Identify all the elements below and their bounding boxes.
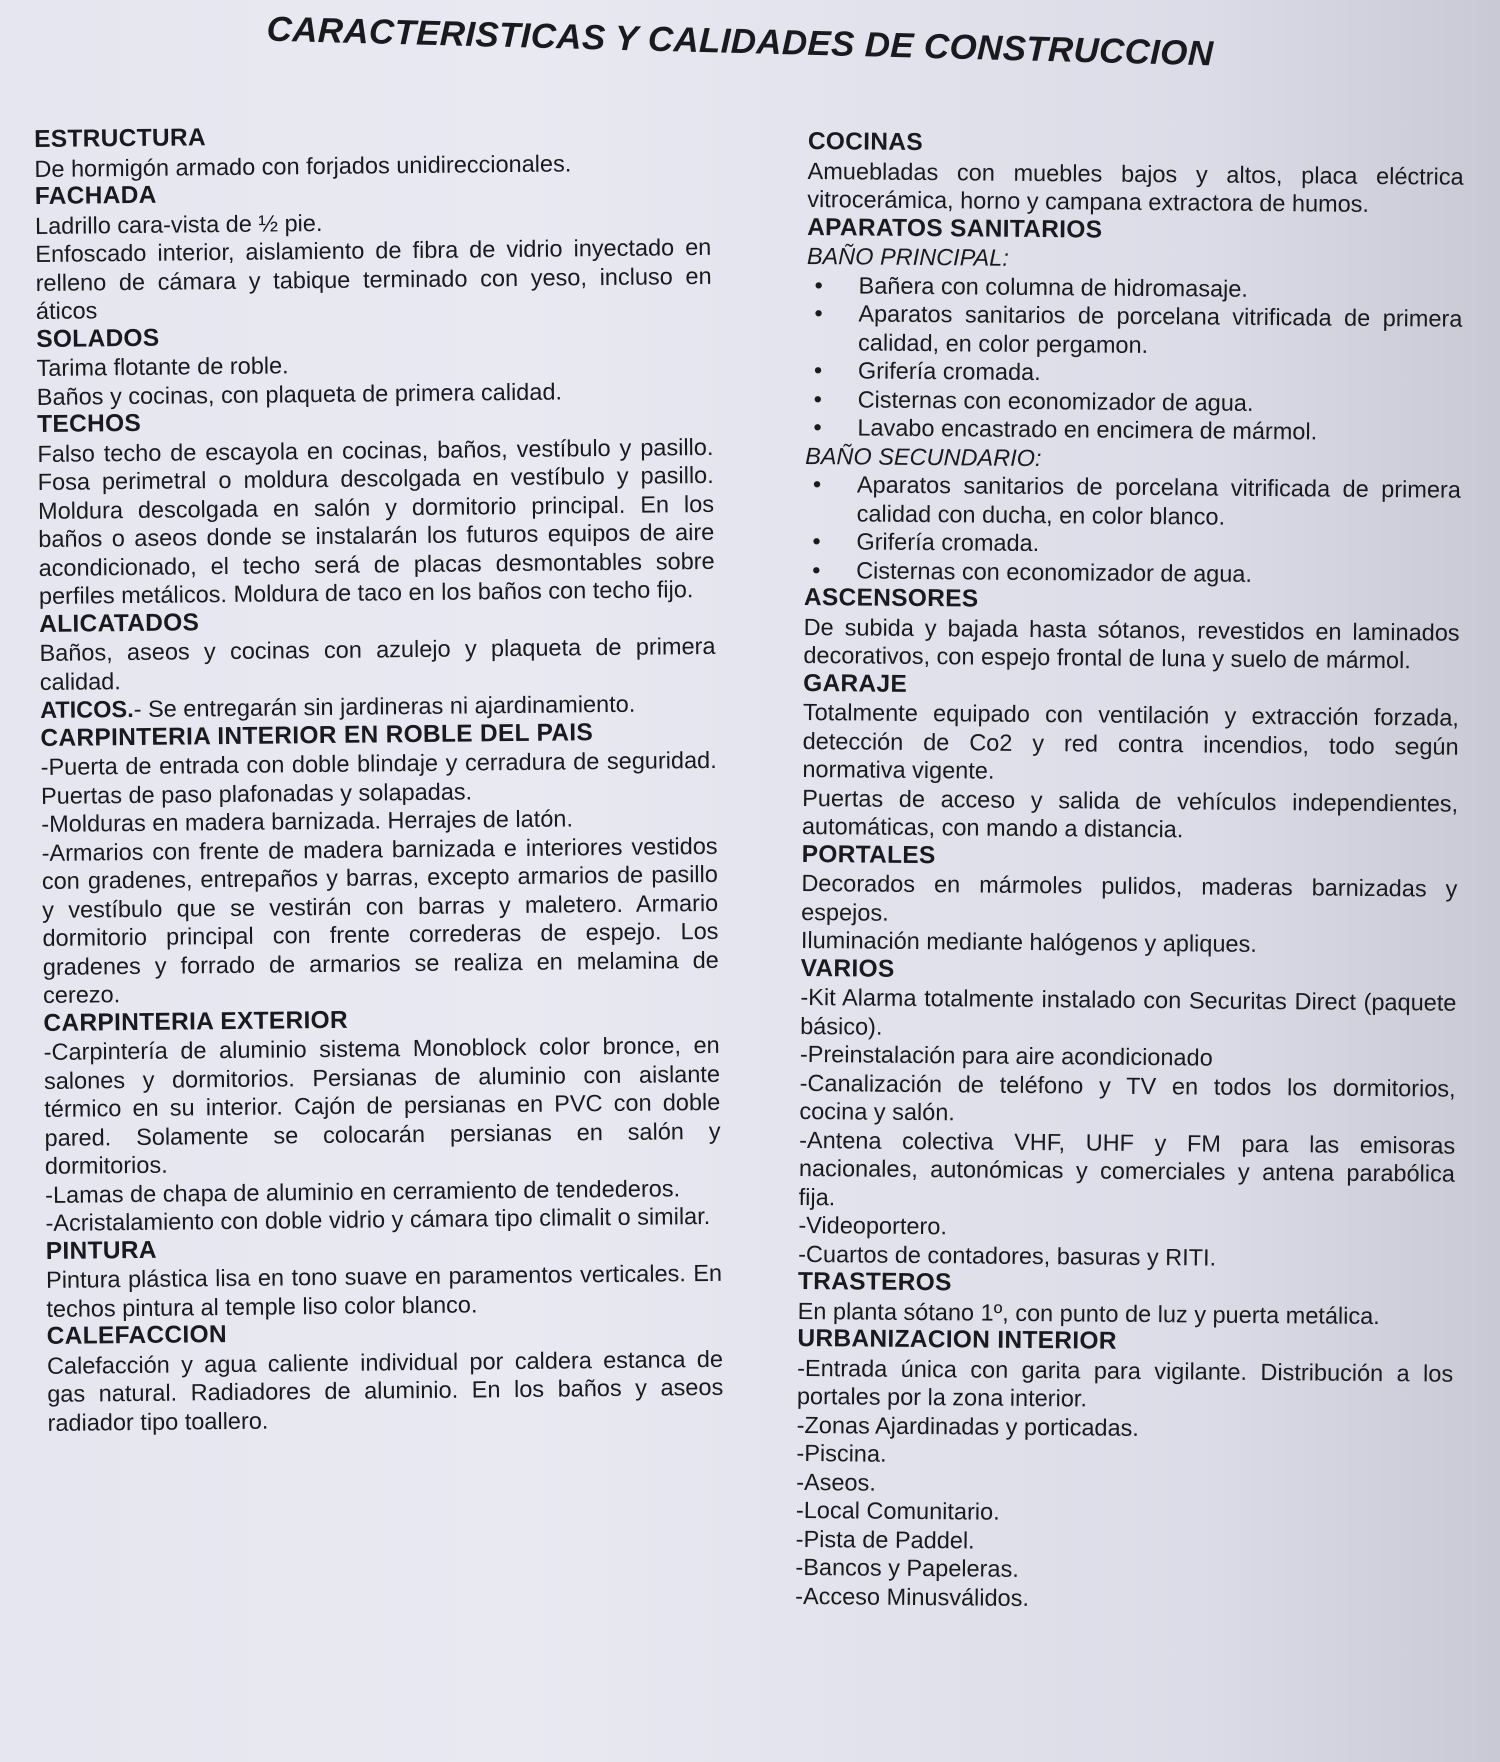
heading-carpinteria-exterior: CARPINTERIA EXTERIOR	[43, 1006, 349, 1037]
list-item: • Cisternas con economizador de agua.	[812, 556, 1253, 587]
text-pintura: Pintura plástica lisa en tono suave en paramentos verticales. En techos pintura al temple liso color blanco.	[45, 1259, 723, 1322]
right-column	[795, 128, 1464, 1616]
text-urbanizacion-4: -Aseos.	[796, 1468, 876, 1496]
text-varios-6: -Cuartos de contadores, basuras y RITI.	[798, 1240, 1217, 1271]
text-carpinteria-exterior-1: -Carpintería de aluminio sistema Monoblock color bronce, en salones y dormitorios. Persianas de aluminio con aislante térmico en su interior. Cajón de persianas en PVC con doble pared. Solamente se colocarán persianas en salón y dormitorios.	[43, 1031, 721, 1179]
heading-solados: SOLADOS	[36, 324, 160, 353]
text-carpinteria-exterior-2: -Lamas de chapa de aluminio en cerramiento de tendederos.	[45, 1174, 681, 1208]
section-urbanizacion-interior	[795, 1325, 1453, 1616]
text-varios-5: -Videoportero.	[798, 1211, 948, 1240]
section-garaje	[802, 669, 1459, 846]
section-pintura	[46, 1230, 723, 1323]
text-carpinteria-interior-3: -Armarios con frente de madera barnizada e interiores vestidos con gradenes, entrepaños y barras, excepto armarios de pasillo y vestíbulo que se vestirán con barras y maletero. Armario dormitorio principal con frente correderas de espejo. Los gradenes y forrado de armarios se realiza en melamina de cerezo.	[41, 832, 719, 1008]
text-estructura: De hormigón armado con forjados unidireccionales.	[34, 149, 572, 182]
heading-ascensores: ASCENSORES	[803, 583, 979, 613]
text-garaje-2: Puertas de acceso y salida de vehículos independientes, automáticas, con mando a distancia.	[801, 784, 1459, 843]
list-bano-secundario	[804, 470, 1461, 590]
section-calefaccion	[47, 1316, 724, 1437]
text-urbanizacion-3: -Piscina.	[796, 1439, 887, 1467]
bullet-icon: •	[812, 528, 821, 555]
text-urbanizacion-8: -Acceso Minusválidos.	[795, 1582, 1030, 1611]
text-alicatados: Baños, aseos y cocinas con azulejo y plaqueta de primera calidad.	[39, 632, 716, 695]
text-varios-4: -Antena colectiva VHF, UHF y FM para las emisoras nacionales, autonómicas y comerciales y antena parabólica fija.	[798, 1126, 1456, 1210]
text-urbanizacion-1: -Entrada única con garita para vigilante. Distribución a los portales por la zona interior.	[796, 1354, 1454, 1412]
text-garaje-1: Totalmente equipado con ventilación y extracción forzada, detección de Co2 y red contra incendios, todo según normativa vigente.	[802, 698, 1459, 784]
heading-calefaccion: CALEFACCION	[46, 1321, 228, 1350]
heading-urbanizacion-interior: URBANIZACION INTERIOR	[797, 1324, 1117, 1355]
text-solados-2: Baños y cocinas, con plaqueta de primera calidad.	[36, 377, 563, 410]
text-carpinteria-exterior-3: -Acristalamiento con doble vidrio y cámara tipo climalit o similar.	[45, 1202, 711, 1236]
text-solados-1: Tarima flotante de roble.	[36, 352, 289, 381]
section-cocinas	[807, 128, 1464, 219]
heading-alicatados: ALICATADOS	[39, 608, 200, 638]
text-varios-3: -Canalización de teléfono y TV en todos los dormitorios, cocina y salón.	[799, 1069, 1456, 1126]
list-item: • Cisternas con economizador de agua.	[813, 385, 1254, 416]
bullet-icon: •	[813, 357, 823, 384]
text-fachada-2: Enfoscado interior, aislamiento de fibra de vidrio inyectado en relleno de cámara y tabique terminado con yeso, incluso en áticos	[35, 233, 712, 324]
heading-pintura: PINTURA	[45, 1236, 157, 1265]
subheading-bano-secundario: BAÑO SECUNDARIO:	[805, 442, 1042, 471]
section-techos	[37, 404, 715, 611]
heading-cocinas: COCINAS	[807, 128, 924, 157]
list-item: • Aparatos sanitarios de porcelana vitrificada de primera calidad, en color pergamon.	[814, 300, 1463, 358]
bullet-icon: •	[814, 271, 823, 298]
heading-carpinteria-interior: CARPINTERIA INTERIOR EN ROBLE DEL PAIS	[40, 718, 594, 752]
text-ascensores: De subida y bajada hasta sótanos, revestidos en laminados decorativos, con espejo frontal de luna y suelo de mármol.	[803, 613, 1460, 674]
text-techos: Falso techo de escayola en cocinas, baños, vestíbulo y pasillo. Fosa perimetral o moldura descolgada en vestíbulo y pasillo. Moldura descolgada en salón y dormitorio principal. En los baños o aseos donde se instalarán los futuros equipos de aire acondicionado, el techo será de placas desmontables sobre perfiles metálicos. Moldura de taco en los baños con techo fijo.	[37, 433, 715, 609]
section-ascensores	[803, 584, 1460, 675]
section-aparatos-sanitarios	[804, 213, 1463, 589]
text-carpinteria-interior-2: -Molduras en madera barnizada. Herrajes de latón.	[41, 805, 574, 837]
section-fachada	[35, 176, 712, 326]
text-portales-2: Iluminación mediante halógenos y apliques.	[800, 926, 1257, 957]
text-fachada-1: Ladrillo cara-vista de ½ pie.	[34, 209, 323, 239]
list-item: • Lavabo encastrado en encimera de mármol.	[813, 414, 1318, 445]
heading-trasteros: TRASTEROS	[797, 1267, 952, 1297]
section-carpinteria-interior	[40, 717, 719, 1009]
heading-varios: VARIOS	[800, 954, 895, 983]
text-urbanizacion-5: -Local Comunitario.	[795, 1496, 1000, 1525]
heading-estructura: ESTRUCTURA	[34, 124, 207, 153]
text-urbanizacion-7: -Bancos y Papeleras.	[795, 1553, 1019, 1582]
heading-aparatos-sanitarios: APARATOS SANITARIOS	[807, 213, 1103, 244]
list-item: • Aparatos sanitarios de porcelana vitrificada de primera calidad con ducha, en color blanco.	[812, 471, 1461, 530]
bullet-icon: •	[813, 414, 822, 441]
bullet-icon: •	[812, 471, 822, 498]
page-title: CARACTERISTICAS Y CALIDADES DE CONSTRUCCION	[266, 9, 1214, 74]
section-portales	[801, 840, 1458, 960]
list-item: • Grifería cromada.	[813, 357, 1041, 386]
heading-garaje: GARAJE	[803, 669, 908, 698]
list-item: • Bañera con columna de hidromasaje.	[814, 271, 1249, 302]
heading-aticos: ATICOS.	[39, 695, 134, 723]
heading-techos: TECHOS	[36, 409, 142, 438]
section-estructura	[34, 119, 711, 183]
section-carpinteria-exterior	[43, 1002, 721, 1237]
text-urbanizacion-6: -Pista de Paddel.	[795, 1525, 975, 1554]
text-aticos: - Se entregarán sin jardineras ni ajardinamiento.	[133, 690, 636, 722]
section-alicatados	[39, 603, 716, 696]
heading-fachada: FACHADA	[34, 181, 157, 210]
text-carpinteria-interior-1: -Puerta de entrada con doble blindaje y cerradura de seguridad. Puertas de paso plafonadas y solapadas.	[40, 746, 717, 809]
heading-portales: PORTALES	[801, 840, 936, 869]
text-portales-1: Decorados en mármoles pulidos, maderas barnizadas y espejos.	[801, 869, 1458, 926]
text-varios-1: -Kit Alarma totalmente instalado con Securitas Direct (paquete básico).	[800, 983, 1457, 1040]
section-varios	[798, 954, 1457, 1273]
list-bano-principal	[805, 270, 1462, 447]
section-solados	[36, 318, 713, 411]
text-calefaccion: Calefacción y agua caliente individual por caldera estanca de gas natural. Radiadores de aluminio. En los baños y aseos radiador tipo toallero.	[46, 1345, 724, 1436]
left-column	[34, 119, 724, 1437]
bullet-icon: •	[813, 385, 822, 412]
text-varios-2: -Preinstalación para aire acondicionado	[799, 1040, 1213, 1071]
text-cocinas: Amuebladas con muebles bajos y altos, placa eléctrica vitrocerámica, horno y campana extractora de humos.	[807, 157, 1464, 217]
text-trasteros: En planta sótano 1º, con punto de luz y puerta metálica.	[797, 1297, 1380, 1329]
subheading-bano-principal: BAÑO PRINCIPAL:	[806, 242, 1009, 271]
bullet-icon: •	[812, 556, 821, 583]
section-trasteros	[798, 1268, 1454, 1331]
list-item: • Grifería cromada.	[812, 528, 1040, 557]
bullet-icon: •	[814, 300, 823, 327]
text-urbanizacion-2: -Zonas Ajardinadas y porticadas.	[796, 1411, 1140, 1441]
